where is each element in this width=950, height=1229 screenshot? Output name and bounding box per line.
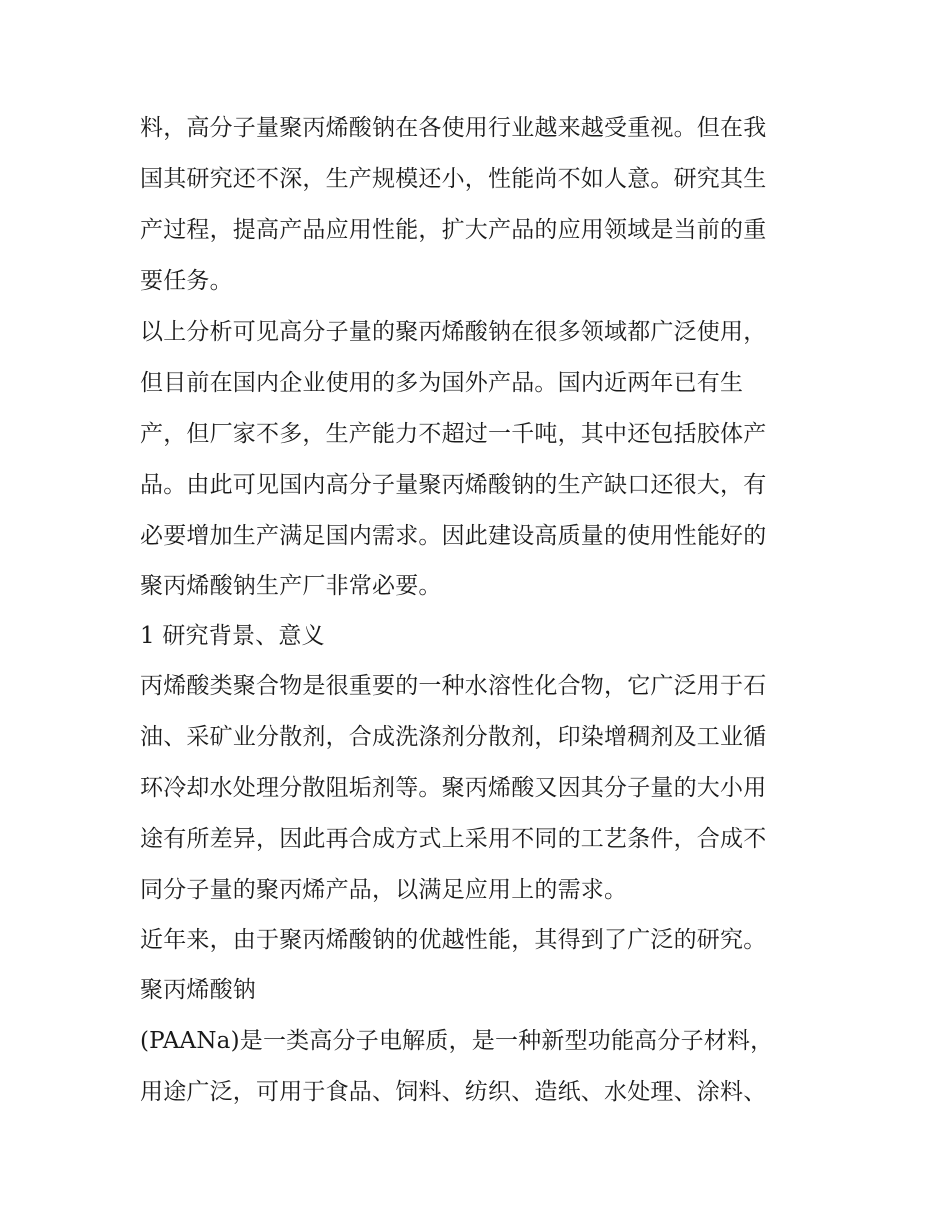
text-line: 品。由此可见国内高分子量聚丙烯酸钠的生产缺口还很大，有	[140, 472, 767, 498]
text-line: 同分子量的聚丙烯产品，以满足应用上的需求。	[140, 877, 628, 903]
text-line: 近年来，由于聚丙烯酸钠的优越性能，其得到了广泛的研究。	[140, 927, 767, 953]
text-line: 料，高分子量聚丙烯酸钠在各使用行业越来越受重视。但在我	[140, 115, 767, 141]
text-line: 必要增加生产满足国内需求。因此建设高质量的使用性能好的	[140, 523, 767, 549]
text-line: (PAANa)是一类高分子电解质，是一种新型功能高分子材料，	[140, 1028, 774, 1054]
text-line: 产，但厂家不多，生产能力不超过一千吨，其中还包括胶体产	[140, 421, 767, 447]
text-line: 途有所差异，因此再合成方式上采用不同的工艺条件，合成不	[140, 826, 767, 852]
text-line: 但目前在国内企业使用的多为国外产品。国内近两年已有生	[140, 370, 744, 396]
text-line: 油、采矿业分散剂，合成洗涤剂分散剂，印染增稠剂及工业循	[140, 724, 767, 750]
text-line: 国其研究还不深，生产规模还小，性能尚不如人意。研究其生	[140, 166, 767, 192]
text-line: 聚丙烯酸钠生产厂非常必要。	[140, 573, 442, 599]
text-line: 以上分析可见高分子量的聚丙烯酸钠在很多领域都广泛使用，	[140, 319, 767, 345]
text-line: 用途广泛，可用于食品、饲料、纺织、造纸、水处理、涂料、	[140, 1079, 767, 1105]
text-line: 产过程，提高产品应用性能，扩大产品的应用领域是当前的重	[140, 217, 767, 243]
text-line: 丙烯酸类聚合物是很重要的一种水溶性化合物，它广泛用于石	[140, 673, 767, 699]
text-line: 聚丙烯酸钠	[140, 977, 256, 1003]
section-heading: 1 研究背景、意义	[140, 623, 325, 649]
text-line: 环冷却水处理分散阻垢剂等。聚丙烯酸又因其分子量的大小用	[140, 775, 767, 801]
text-line: 要任务。	[140, 268, 233, 294]
